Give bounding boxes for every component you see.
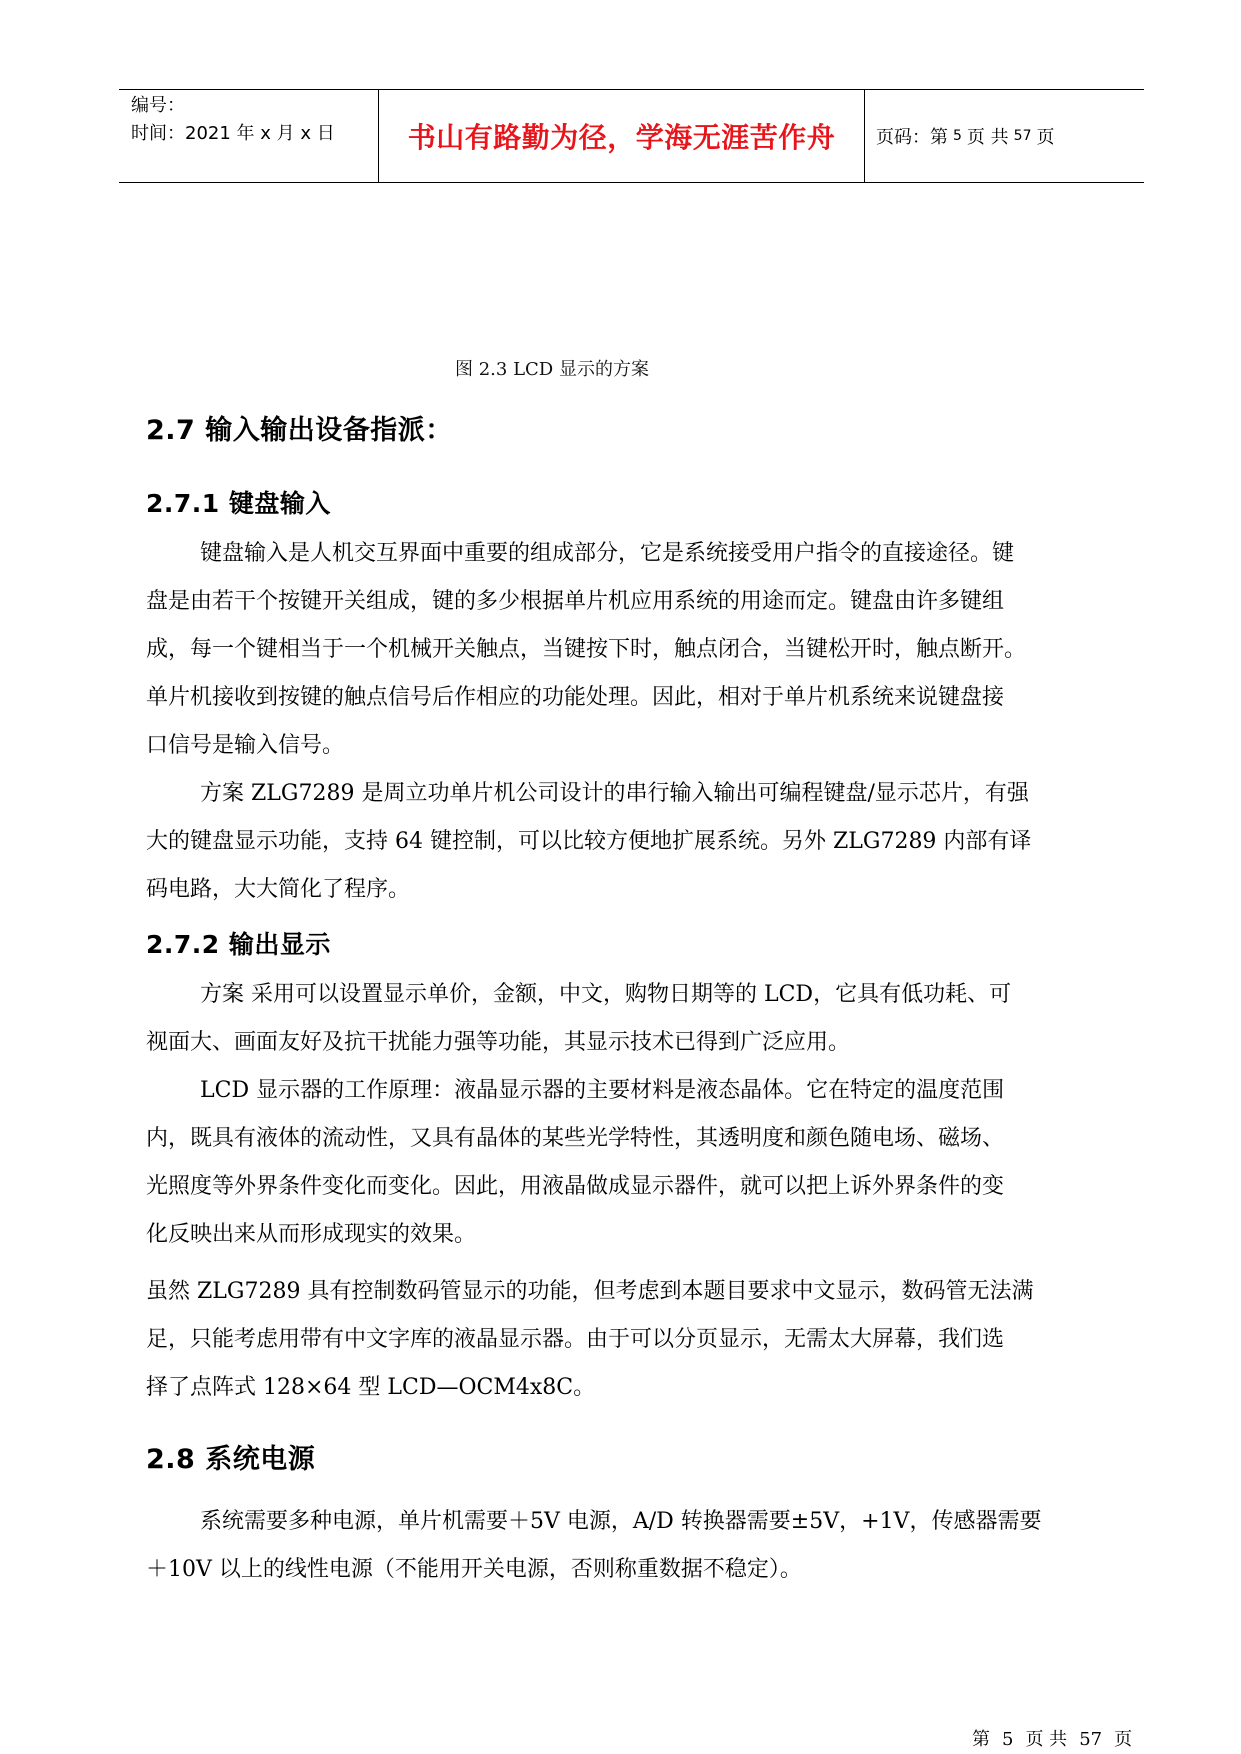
header-left-cell <box>131 92 371 148</box>
page-prefix: 页码：第 <box>876 127 948 148</box>
number-label: 编号： <box>131 95 185 116</box>
text-line: 盘是由若干个按键开关组成，键的多少根据单片机应用系统的用途而定。键盘由许多键组 <box>146 589 1005 614</box>
footer-suffix: 页 <box>1114 1729 1133 1750</box>
footer-total: 57 <box>1079 1729 1103 1750</box>
footer-current: 5 <box>1002 1729 1014 1750</box>
text-line: 化反映出来从而形成现实的效果。 <box>146 1222 477 1247</box>
lcd-principle-paragraph <box>146 1067 1114 1259</box>
text-line: 视面大、画面友好及抗干扰能力强等功能，其显示技术已得到广泛应用。 <box>146 1030 851 1055</box>
zlg7289-paragraph <box>146 770 1114 914</box>
lcd-choice-paragraph <box>146 1268 1114 1412</box>
section-2-7-2-heading: 2.7.2 输出显示 <box>146 930 331 959</box>
text-line: 择了点阵式 128×64 型 LCD—OCM4x8C。 <box>146 1375 596 1400</box>
text-line: 码电路，大大简化了程序。 <box>146 877 411 902</box>
text-line: 口信号是输入信号。 <box>146 733 345 758</box>
footer-prefix: 第 <box>972 1729 990 1750</box>
text-line: 大的键盘显示功能，支持 64 键控制，可以比较方便地扩展系统。另外 ZLG7289 内部有译 <box>146 829 1032 854</box>
header-motto: 书山有路勤为径，学海无涯苦作舟 <box>407 121 836 154</box>
text-line: 键盘输入是人机交互界面中重要的组成部分，它是系统接受用户指令的直接途径。键 <box>200 541 1015 566</box>
section-2-8-heading: 2.8 系统电源 <box>146 1444 316 1475</box>
text-line: LCD 显示器的工作原理：液晶显示器的主要材料是液态晶体。它在特定的温度范围 <box>200 1078 1005 1103</box>
page-middle: 页 共 <box>966 127 1009 148</box>
header-page-info <box>876 90 1136 182</box>
section-2-7-1-heading: 2.7.1 键盘输入 <box>146 489 331 518</box>
time-label: 时间：2021 年 x 月 x 日 <box>131 123 335 144</box>
footer-middle: 页 共 <box>1025 1729 1068 1750</box>
section-2-7-heading: 2.7 输入输出设备指派： <box>146 415 453 446</box>
text-line: 足，只能考虑用带有中文字库的液晶显示器。由于可以分页显示，无需太大屏幕，我们选 <box>146 1327 1005 1352</box>
page-suffix: 页 <box>1036 127 1055 148</box>
text-line: 单片机接收到按键的触点信号后作相应的功能处理。因此，相对于单片机系统来说键盘接 <box>146 685 1005 710</box>
text-line: 光照度等外界条件变化而变化。因此，用液晶做成显示器件，就可以把上诉外界条件的变 <box>146 1174 1005 1199</box>
figure-caption: 图 2.3 LCD 显示的方案 <box>455 359 649 380</box>
text-line: 内，既具有液体的流动性，又具有晶体的某些光学特性，其透明度和颜色随电场、磁场、 <box>146 1126 1005 1151</box>
power-supply-paragraph <box>146 1498 1114 1594</box>
text-line: 系统需要多种电源，单片机需要＋5V 电源，A/D 转换器需要±5V，+1V，传感器需要 <box>200 1509 1042 1534</box>
text-line: 虽然 ZLG7289 具有控制数码管显示的功能，但考虑到本题目要求中文显示，数码管无法满 <box>146 1279 1034 1304</box>
text-line: 方案 ZLG7289 是周立功单片机公司设计的串行输入输出可编程键盘/显示芯片，有强 <box>200 781 1029 806</box>
page-current: 5 <box>953 128 962 144</box>
document-header <box>119 89 1144 183</box>
header-divider <box>864 90 865 182</box>
text-line: ＋10V 以上的线性电源（不能用开关电源，否则称重数据不稳定）。 <box>146 1557 802 1582</box>
text-line: 方案 采用可以设置显示单价，金额，中文，购物日期等的 LCD，它具有低功耗、可 <box>200 982 1012 1007</box>
lcd-scheme-paragraph <box>146 971 1114 1067</box>
page-footer <box>966 1725 1138 1751</box>
text-line: 成，每一个键相当于一个机械开关触点，当键按下时，触点闭合，当键松开时，触点断开。 <box>146 637 1027 662</box>
page-total: 57 <box>1013 128 1032 144</box>
keyboard-input-paragraph <box>146 530 1114 770</box>
